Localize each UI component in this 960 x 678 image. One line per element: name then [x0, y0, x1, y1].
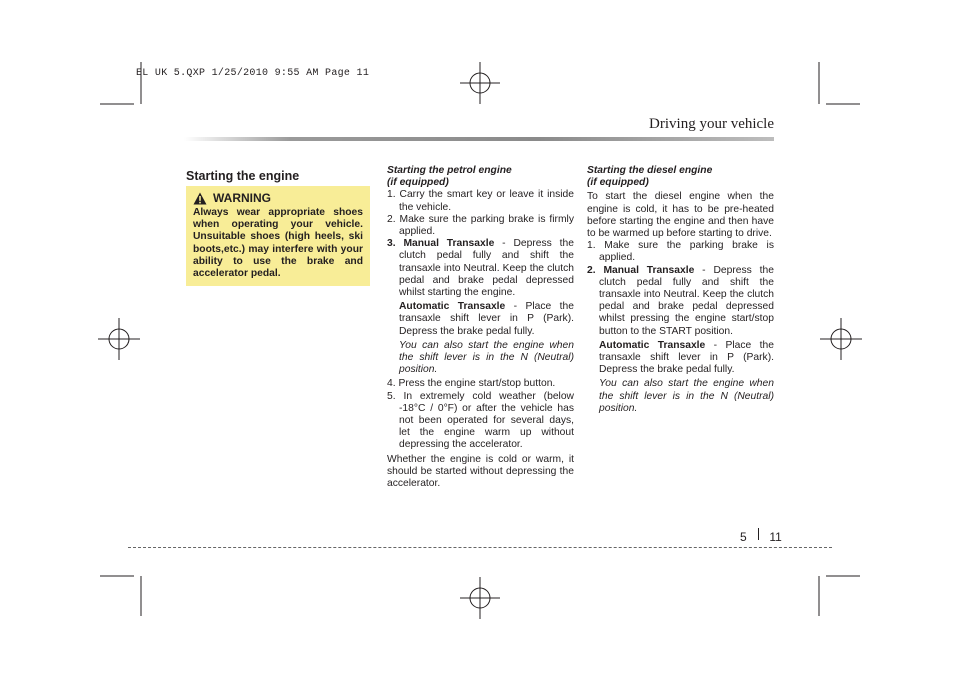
petrol-note: You can also start the engine when the shift lever is in the N (Neutral) position.: [399, 339, 574, 376]
petrol-automatic: [387, 301, 574, 338]
diesel-step-2: [587, 265, 774, 338]
petrol-closing: Whether the engine is cold or warm, it should be started without depressing the accelerator.: [387, 453, 574, 490]
petrol-step-3-label: 3. Manual Transaxle: [387, 238, 495, 250]
page-header-title: Driving your vehicle: [649, 116, 774, 132]
petrol-step-3-text: - Depress the clutch pedal fully and shift the transaxle into Neutral. Keep the clutch pedal and brake pedal depressed whilst starting the engine.: [399, 238, 574, 299]
registration-target-right: [820, 318, 862, 360]
petrol-automatic-label: Automatic Transaxle: [399, 301, 506, 313]
petrol-step-1: 1. Carry the smart key or leave it inside the vehicle.: [387, 189, 574, 213]
header-rule: [184, 137, 774, 141]
warning-label: WARNING: [213, 191, 271, 205]
petrol-step-2: 2. Make sure the parking brake is firmly applied.: [387, 213, 574, 238]
registration-target-left: [98, 318, 140, 360]
diesel-step-1: 1. Make sure the parking brake is applied.: [587, 240, 774, 264]
warning-text: Always wear appropriate shoes when operating your vehicle. Unsuitable shoes (high heels, ski boots,etc.) may interfere with your ability to use the brake and accelerator pedal.: [193, 207, 363, 280]
warning-header: [193, 191, 271, 205]
diesel-heading: Starting the diesel engine: [587, 165, 713, 176]
footer-rule: [128, 547, 832, 548]
diesel-engine-column: [587, 165, 774, 415]
diesel-note: You can also start the engine when the shift lever is in the N (Neutral) position.: [599, 378, 774, 414]
diesel-heading-sub: (if equipped): [587, 177, 649, 189]
diesel-step-2-text: - Depress the clutch pedal fully and shift the transaxle into Neutral. Keep the clutch pedal and brake pedal depressed whilst pressing the engine start/stop button to the START position.: [599, 264, 774, 337]
registration-target-bottom: [460, 577, 500, 619]
page-number: [740, 530, 782, 544]
diesel-intro: To start the diesel engine when the engine is cold, it has to be pre-heated before starting the engine and then have to be warmed up before starting to drive.: [587, 191, 774, 240]
petrol-engine-column: [387, 165, 574, 490]
diesel-automatic: [587, 340, 774, 377]
petrol-step-5: 5. In extremely cold weather (below -18°C / 0°F) or after the vehicle has not been operated for several days, let the engine warm up without depressing the accelerator.: [387, 390, 574, 451]
registration-target-top: [460, 62, 500, 104]
warning-box: [186, 186, 370, 286]
diesel-automatic-text: - Place the transaxle shift lever in P (Park). Depress the brake pedal fully.: [599, 339, 774, 376]
page-number-divider: [758, 528, 759, 540]
chapter-number: 5: [740, 530, 747, 544]
petrol-step-3: [387, 238, 574, 299]
petrol-automatic-text: - Place the transaxle shift lever in P (Park). Depress the brake pedal fully.: [399, 301, 574, 337]
print-slug: EL UK 5.QXP 1/25/2010 9:55 AM Page 11: [136, 68, 370, 79]
page-number-value: 11: [769, 530, 782, 544]
warning-triangle-icon: [193, 192, 207, 205]
section-title: Starting the engine: [186, 169, 300, 183]
petrol-heading-sub: (if equipped): [387, 177, 449, 189]
diesel-automatic-label: Automatic Transaxle: [599, 339, 706, 351]
petrol-step-4: 4. Press the engine start/stop button.: [387, 378, 556, 390]
diesel-step-2-label: 2. Manual Transaxle: [587, 264, 695, 276]
petrol-heading: Starting the petrol engine: [387, 165, 512, 176]
